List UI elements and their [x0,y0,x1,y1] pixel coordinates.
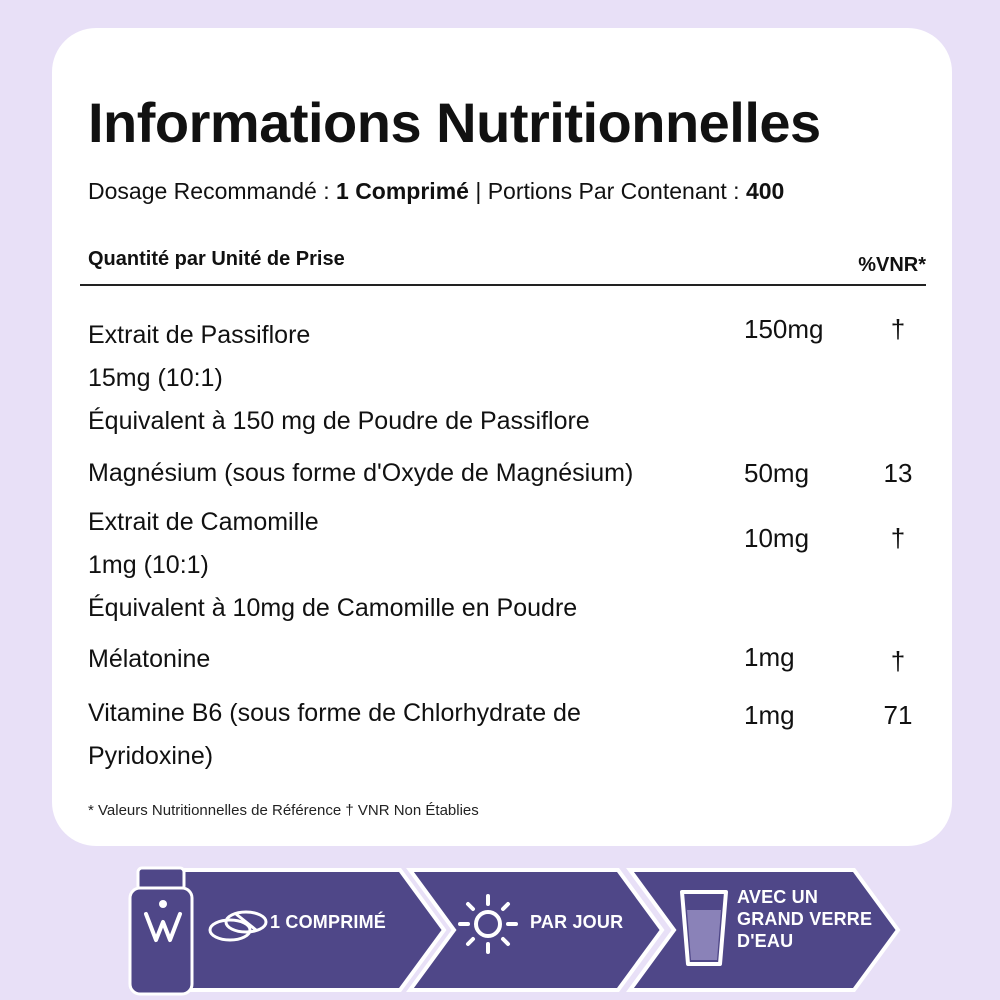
ingredient-name [88,452,728,495]
ingredient-vnr: † [890,646,906,676]
table-header-quantity: Quantité par Unité de Prise [88,248,345,270]
ingredient-amount: 1mg [744,642,795,672]
table-row [88,501,928,630]
ingredient-line: 15mg (10:1) [88,364,223,392]
dosage-value: 1 Comprimé [336,178,469,204]
table-row [88,452,928,495]
step-label-water [737,886,887,952]
portions-label: | Portions Par Contenant : [468,178,746,204]
sun-icon [456,892,520,956]
ingredient-name [88,314,728,443]
ingredient-amount: 150mg [744,314,824,344]
footnote: * Valeurs Nutritionnelles de Référence † VNR Non Établies [88,802,479,819]
step-label-daily: PAR JOUR [530,912,624,932]
ingredient-vnr: † [890,523,906,553]
ingredient-line: Magnésium (sous forme d'Oxyde de Magnésium) [88,459,634,487]
ingredient-line: Équivalent à 10mg de Camomille en Poudre [88,594,578,622]
ingredient-amount: 10mg [744,523,810,553]
step-label-water-line: GRAND VERRE [737,909,873,929]
ingredient-line: Extrait de Camomille [88,508,319,536]
dosage-label: Dosage Recommandé : [88,178,337,204]
ingredient-vnr: 13 [883,458,913,488]
table-divider [80,284,926,286]
glass-icon [678,888,730,968]
jar-icon [128,866,194,996]
pill-icon [206,904,270,948]
ingredient-vnr: 71 [883,700,913,730]
table-row [88,692,928,778]
ingredient-line: Équivalent à 150 mg de Poudre de Passiflore [88,407,590,435]
ingredient-amount: 1mg [744,700,795,730]
table-row [88,314,928,443]
page-title: Informations Nutritionnelles [88,91,821,154]
ingredient-line: 1mg (10:1) [88,551,209,579]
dosage-line [88,178,784,205]
ingredient-line: Pyridoxine) [88,742,214,770]
ingredient-amount: 50mg [744,458,810,488]
ingredient-name [88,692,728,778]
table-row [88,638,928,681]
step-label-water-line: D'EAU [737,931,794,951]
ingredient-line: Extrait de Passiflore [88,321,311,349]
nutrition-card [52,28,952,846]
step-label-water-line: AVEC UN [737,887,819,907]
ingredient-vnr: † [890,314,906,344]
ingredient-line: Mélatonine [88,645,211,673]
portions-value: 400 [745,178,785,204]
table-header-vnr: %VNR* [858,254,926,276]
step-label-tablet: 1 COMPRIMÉ [270,912,387,932]
ingredient-line: Vitamine B6 (sous forme de Chlorhydrate de [88,699,581,727]
ingredient-name [88,638,728,681]
ingredient-name [88,501,728,630]
